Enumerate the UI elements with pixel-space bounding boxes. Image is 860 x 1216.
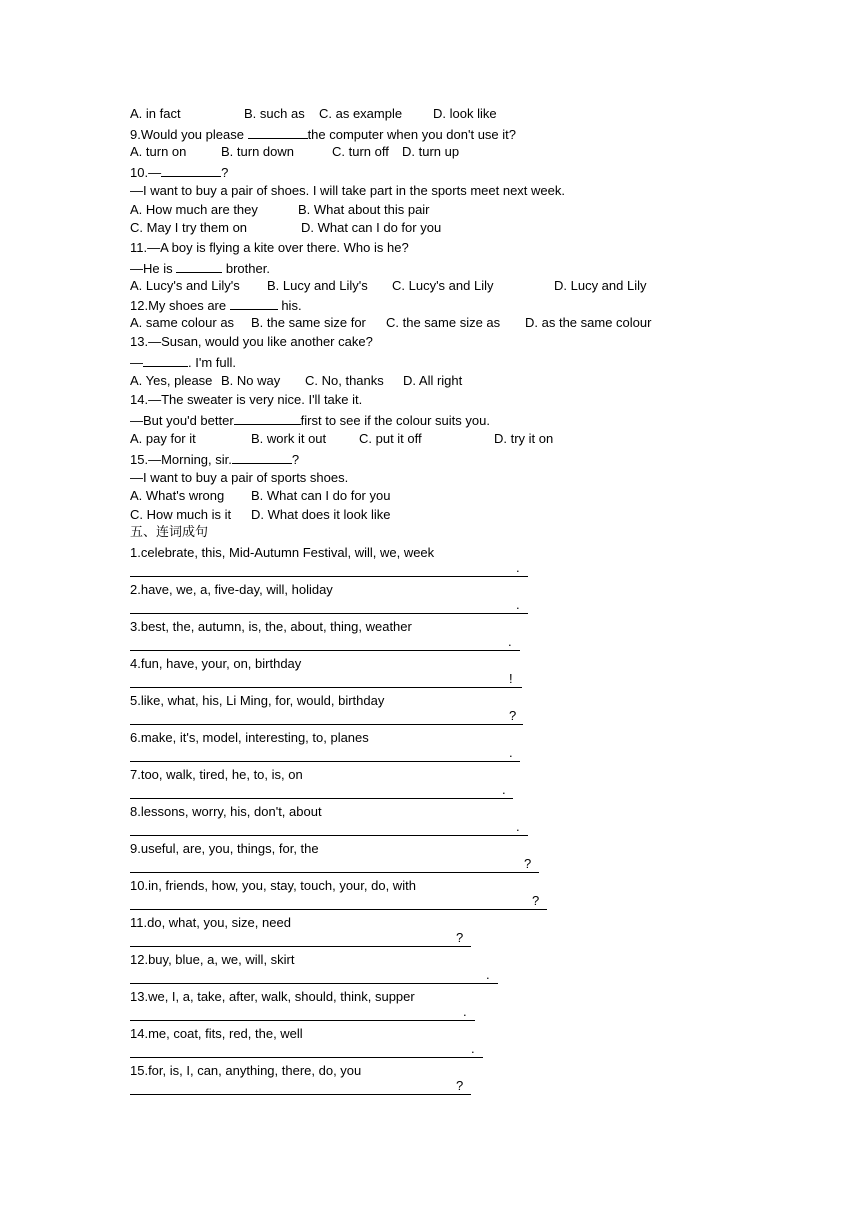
q13-blank[interactable] (143, 352, 188, 367)
answer-punct-7: . (502, 782, 506, 797)
q10-response: —I want to buy a pair of shoes. I will take part in the sports meet next week. (130, 183, 565, 198)
q9-option-b: B. turn down (221, 144, 294, 159)
q9-option-d: D. turn up (402, 144, 460, 159)
answer-line-8[interactable] (130, 819, 528, 836)
answer-line-1[interactable] (130, 560, 528, 577)
answer-line-15[interactable] (130, 1078, 471, 1095)
q10-option-a: A. How much are they (130, 202, 258, 217)
q14-option-d: D. try it on (494, 431, 554, 446)
sentence-prompt-13: 13.we, I, a, take, after, walk, should, think, supper (130, 989, 415, 1004)
q10-stem-part2: ? (221, 165, 229, 180)
answer-punct-6: . (509, 745, 513, 760)
q9-option-a: A. turn on (130, 144, 187, 159)
q13-stem: 13.—Susan, would you like another cake? (130, 334, 373, 349)
q13-response (130, 352, 236, 371)
answer-punct-14: . (471, 1041, 475, 1056)
answer-line-3[interactable] (130, 634, 520, 651)
q10-stem-part1: 10.— (130, 165, 162, 180)
q11-option-a: A. Lucy's and Lily's (130, 278, 240, 293)
answer-punct-4: ! (509, 671, 513, 686)
q14-option-a: A. pay for it (130, 431, 196, 446)
q8-option-a: A. in fact (130, 106, 181, 121)
sentence-prompt-7: 7.too, walk, tired, he, to, is, on (130, 767, 303, 782)
q13-response-part2: . I'm full. (188, 355, 236, 370)
answer-line-2[interactable] (130, 597, 528, 614)
answer-line-9[interactable] (130, 856, 539, 873)
q15-response: —I want to buy a pair of sports shoes. (130, 470, 349, 485)
q9-stem-part1: 9.Would you please (130, 127, 248, 142)
answer-punct-11: ? (456, 930, 464, 945)
q10-option-c: C. May I try them on (130, 220, 248, 235)
q9-stem (130, 124, 516, 143)
q11-response (130, 258, 270, 277)
answer-line-13[interactable] (130, 1004, 475, 1021)
q14-response (130, 410, 490, 429)
q11-response-part2: brother. (222, 261, 270, 276)
q9-option-c: C. turn off (332, 144, 389, 159)
q10-stem (130, 162, 228, 181)
q11-option-d: D. Lucy and Lily (554, 278, 647, 293)
q12-blank[interactable] (230, 295, 278, 310)
answer-punct-2: . (516, 597, 520, 612)
q13-option-d: D. All right (403, 373, 463, 388)
q8-option-b: B. such as (244, 106, 305, 121)
q12-option-d: D. as the same colour (525, 315, 652, 330)
answer-line-6[interactable] (130, 745, 520, 762)
q11-option-b: B. Lucy and Lily's (267, 278, 368, 293)
q14-response-part2: first to see if the colour suits you. (300, 413, 490, 428)
q12-stem (130, 295, 302, 314)
section-heading: 五、连词成句 (130, 525, 209, 540)
answer-punct-3: . (508, 634, 512, 649)
sentence-prompt-1: 1.celebrate, this, Mid-Autumn Festival, will, we, week (130, 545, 435, 560)
q10-option-d: D. What can I do for you (301, 220, 442, 235)
sentence-prompt-15: 15.for, is, I, can, anything, there, do, you (130, 1063, 362, 1078)
answer-line-14[interactable] (130, 1041, 483, 1058)
q14-blank[interactable] (234, 410, 301, 425)
sentence-prompt-12: 12.buy, blue, a, we, will, skirt (130, 952, 295, 967)
answer-punct-13: . (463, 1004, 467, 1019)
q15-stem (130, 449, 299, 468)
sentence-prompt-10: 10.in, friends, how, you, stay, touch, your, do, with (130, 878, 416, 893)
q11-stem: 11.—A boy is flying a kite over there. Who is he? (130, 240, 409, 255)
sentence-prompt-8: 8.lessons, worry, his, don't, about (130, 804, 322, 819)
q15-option-c: C. How much is it (130, 507, 232, 522)
q14-stem: 14.—The sweater is very nice. I'll take it. (130, 392, 363, 407)
answer-punct-12: . (486, 967, 490, 982)
q11-blank[interactable] (176, 258, 222, 273)
q10-option-b: B. What about this pair (298, 202, 430, 217)
q12-stem-part1: 12.My shoes are (130, 298, 230, 313)
q15-option-b: B. What can I do for you (251, 488, 391, 503)
answer-punct-9: ? (524, 856, 532, 871)
q9-blank[interactable] (248, 124, 308, 139)
answer-line-10[interactable] (130, 893, 547, 910)
q15-blank[interactable] (232, 449, 292, 464)
q15-option-d: D. What does it look like (251, 507, 391, 522)
q11-option-c: C. Lucy's and Lily (392, 278, 494, 293)
q12-option-a: A. same colour as (130, 315, 235, 330)
answer-punct-8: . (516, 819, 520, 834)
q15-option-a: A. What's wrong (130, 488, 225, 503)
q13-option-a: A. Yes, please (130, 373, 213, 388)
sentence-prompt-2: 2.have, we, a, five-day, will, holiday (130, 582, 333, 597)
sentence-prompt-11: 11.do, what, you, size, need (130, 915, 291, 930)
q14-option-c: C. put it off (359, 431, 422, 446)
q15-stem-part1: 15.—Morning, sir. (130, 452, 232, 467)
answer-punct-15: ? (456, 1078, 464, 1093)
q8-option-d: D. look like (433, 106, 497, 121)
answer-line-12[interactable] (130, 967, 498, 984)
answer-punct-5: ? (509, 708, 517, 723)
answer-punct-1: . (516, 560, 520, 575)
q11-response-part1: —He is (130, 261, 177, 276)
answer-line-11[interactable] (130, 930, 471, 947)
q13-response-part1: — (130, 355, 143, 370)
q12-option-c: C. the same size as (386, 315, 501, 330)
q8-option-c: C. as example (319, 106, 403, 121)
q14-response-part1: —But you'd better (130, 413, 234, 428)
q12-option-b: B. the same size for (251, 315, 366, 330)
q13-option-b: B. No way (221, 373, 281, 388)
sentence-prompt-4: 4.fun, have, your, on, birthday (130, 656, 302, 671)
sentence-prompt-6: 6.make, it's, model, interesting, to, planes (130, 730, 369, 745)
sentence-prompt-3: 3.best, the, autumn, is, the, about, thing, weather (130, 619, 412, 634)
sentence-prompt-5: 5.like, what, his, Li Ming, for, would, birthday (130, 693, 385, 708)
q10-blank[interactable] (161, 162, 221, 177)
answer-line-4[interactable] (130, 671, 522, 688)
q14-option-b: B. work it out (251, 431, 327, 446)
q15-stem-part2: ? (291, 452, 300, 467)
q9-stem-part2: the computer when you don't use it? (307, 127, 517, 142)
q12-stem-part2: his. (277, 298, 302, 313)
sentence-prompt-14: 14.me, coat, fits, red, the, well (130, 1026, 303, 1041)
answer-line-7[interactable] (130, 782, 513, 799)
answer-line-5[interactable] (130, 708, 523, 725)
answer-punct-10: ? (532, 893, 540, 908)
q13-option-c: C. No, thanks (305, 373, 384, 388)
sentence-prompt-9: 9.useful, are, you, things, for, the (130, 841, 319, 856)
